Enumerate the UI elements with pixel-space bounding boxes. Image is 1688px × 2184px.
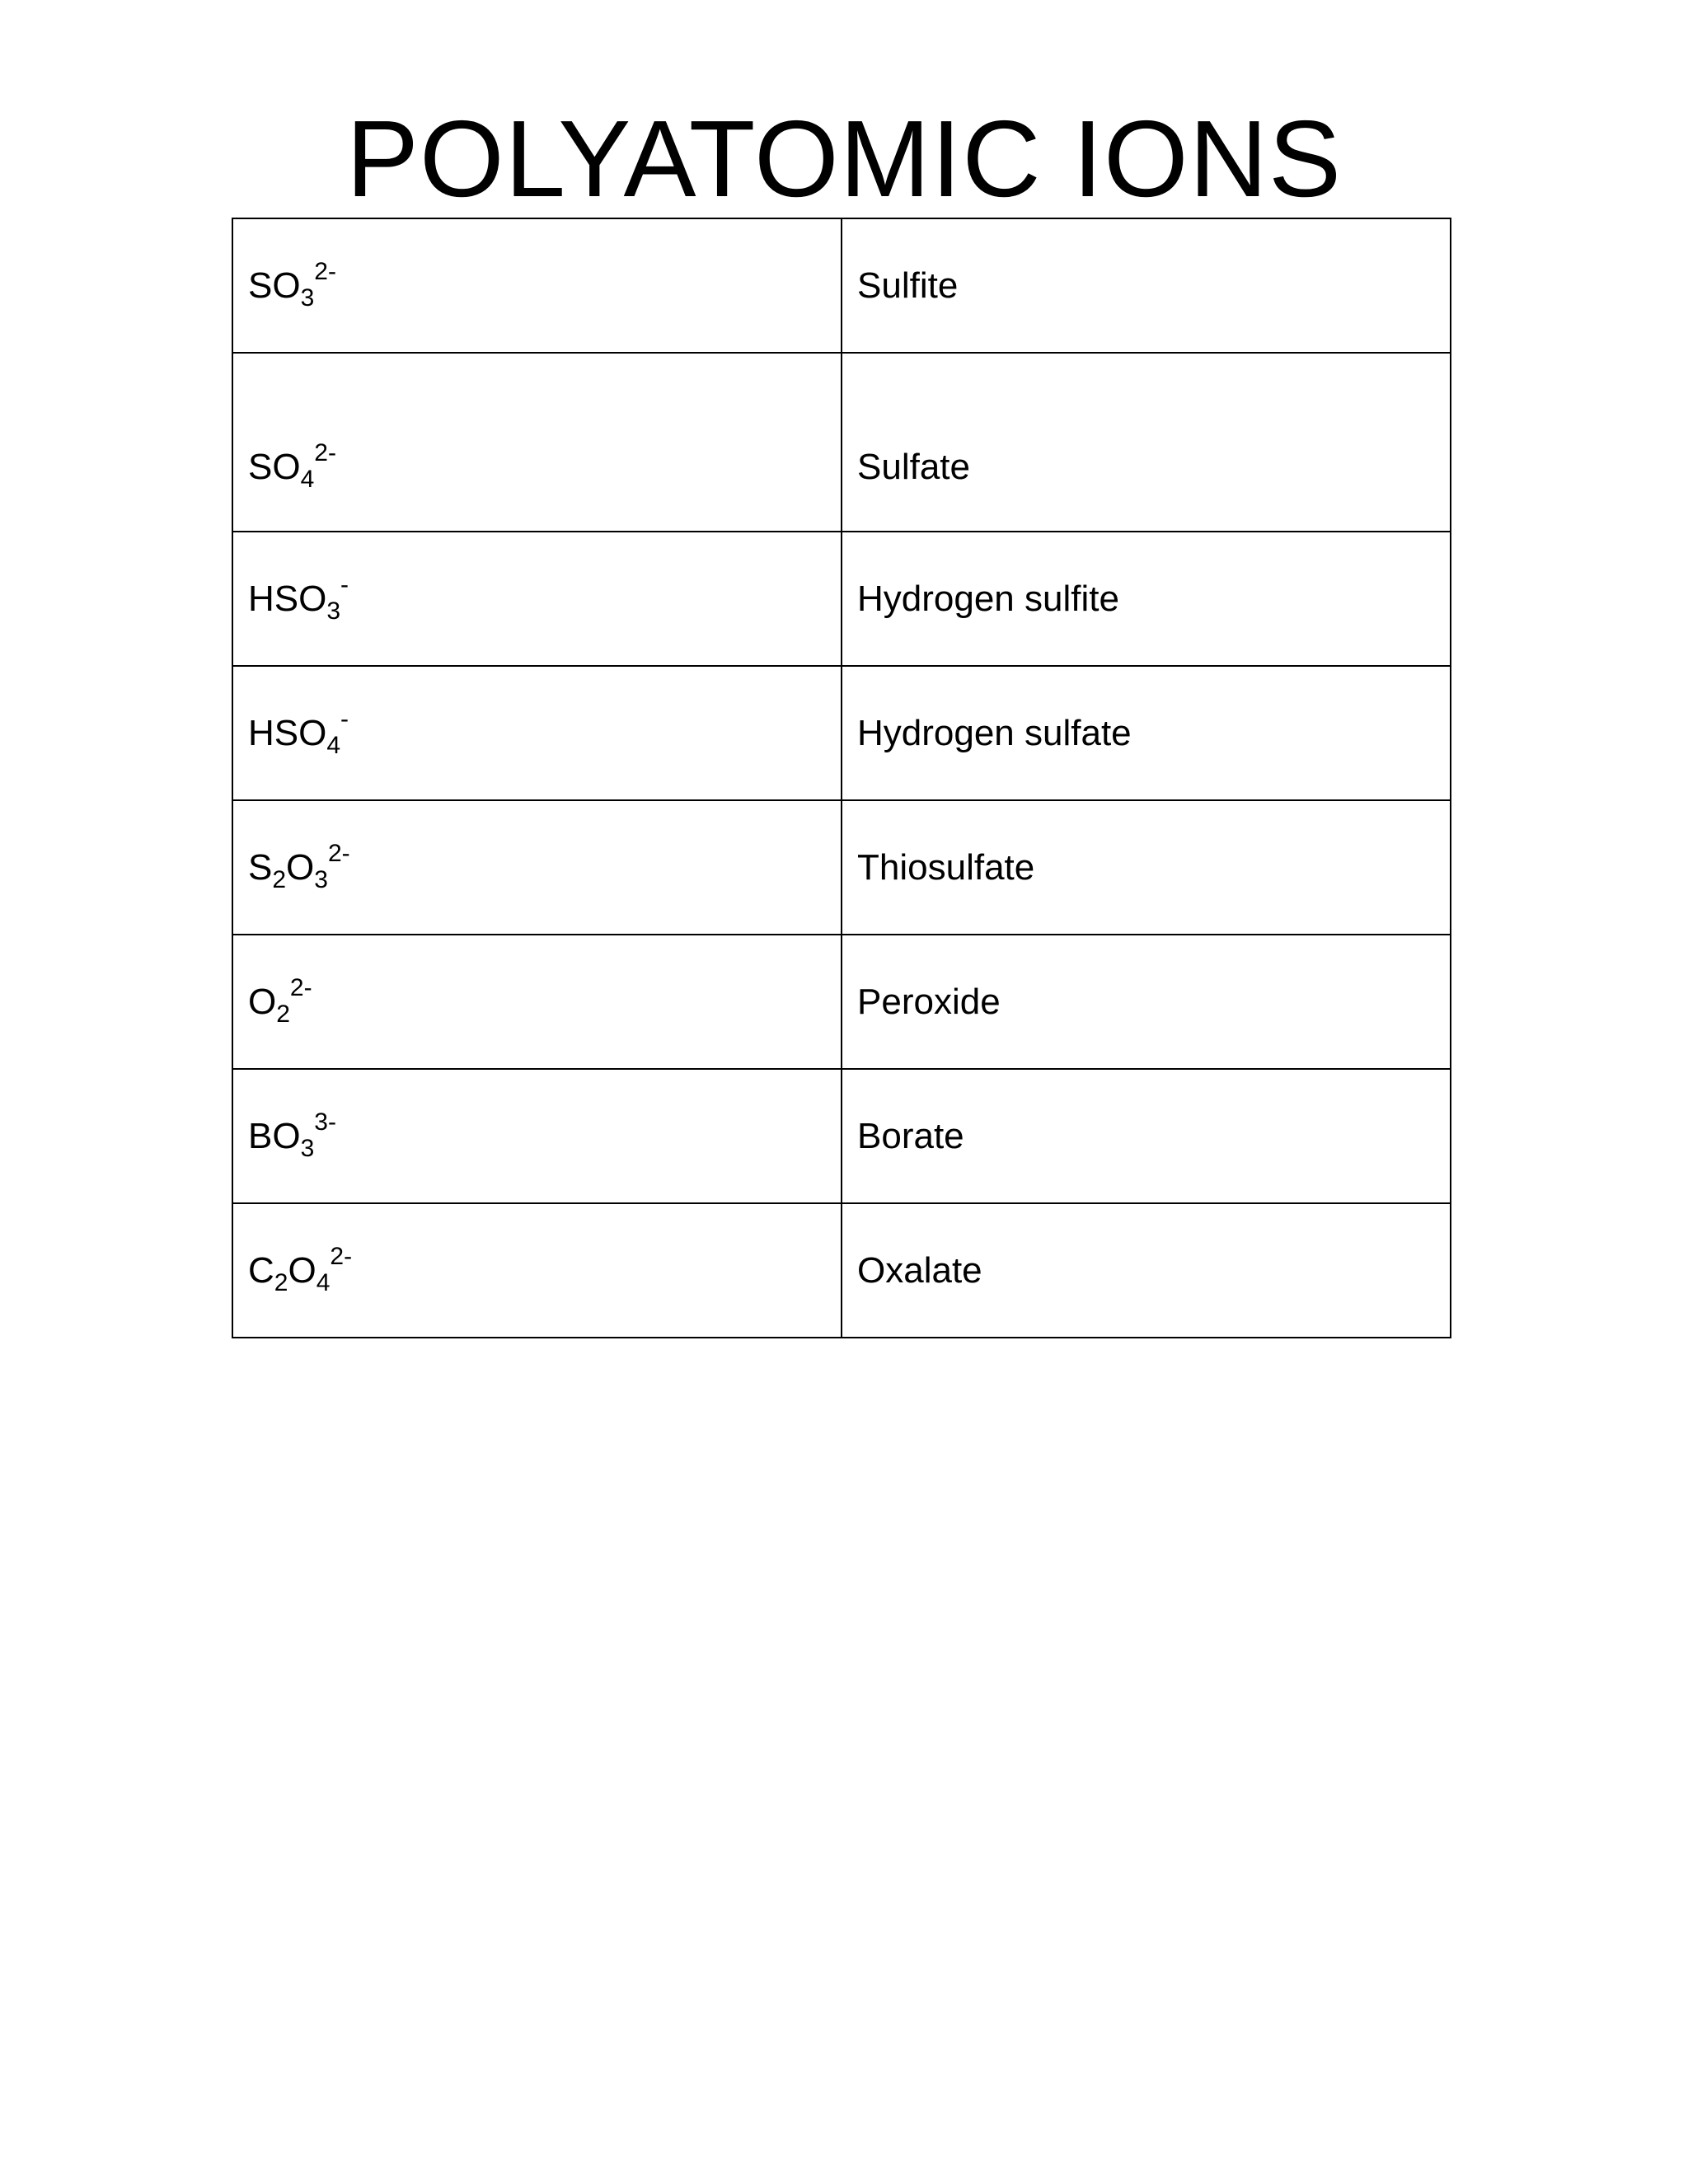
formula-charge: -: [340, 705, 349, 733]
table-row: [232, 935, 1451, 1069]
formula-subscript: 3: [314, 865, 328, 893]
formula-symbol: HSO: [248, 578, 327, 619]
ion-formula-cell: [232, 800, 842, 935]
formula-charge: 2-: [327, 839, 350, 867]
table-row: [232, 800, 1451, 935]
formula-charge: 2-: [314, 439, 336, 466]
formula-symbol: SO: [248, 447, 301, 487]
formula-charge: -: [340, 570, 349, 598]
formula-symbol: HSO: [248, 712, 327, 753]
formula-subscript: 2: [276, 1000, 290, 1028]
ion-name-cell: Thiosulfate: [842, 800, 1451, 935]
ion-formula-cell: [232, 666, 842, 800]
ion-name-cell: Sulfite: [842, 218, 1451, 353]
formula-charge: 2-: [330, 1242, 353, 1270]
formula-subscript: 4: [316, 1268, 331, 1296]
ion-name-cell: Hydrogen sulfate: [842, 666, 1451, 800]
formula-symbol: O: [248, 981, 277, 1022]
ion-formula-cell: [232, 1069, 842, 1203]
ion-formula-cell: [232, 532, 842, 666]
formula-subscript: 4: [300, 466, 315, 493]
formula-symbol: O: [288, 1249, 316, 1291]
formula-subscript: 2: [274, 1268, 288, 1296]
table-row: [232, 353, 1451, 532]
formula-symbol: S: [248, 846, 273, 888]
ion-name-cell: Hydrogen sulfite: [842, 532, 1451, 666]
ion-name-cell: Oxalate: [842, 1203, 1451, 1338]
ion-table-body: [232, 218, 1451, 1338]
ion-formula-cell: [232, 935, 842, 1069]
ion-table: [232, 218, 1451, 1338]
ion-name-cell: Peroxide: [842, 935, 1451, 1069]
table-row: [232, 1069, 1451, 1203]
ion-formula-cell: [232, 218, 842, 353]
table-row: [232, 218, 1451, 353]
formula-subscript: 3: [300, 284, 315, 312]
ion-name-cell: Borate: [842, 1069, 1451, 1203]
ion-formula-cell: [232, 1203, 842, 1338]
table-row: [232, 1203, 1451, 1338]
formula-symbol: SO: [248, 265, 301, 306]
page-title: POLYATOMIC IONS: [345, 98, 1343, 219]
ion-formula-cell: [232, 353, 842, 532]
formula-symbol: BO: [248, 1115, 301, 1156]
formula-charge: 3-: [314, 1108, 336, 1136]
formula-subscript: 4: [326, 731, 341, 759]
formula-subscript: 3: [326, 597, 341, 625]
table-row: [232, 532, 1451, 666]
formula-subscript: 2: [272, 865, 287, 893]
formula-symbol: O: [286, 846, 315, 888]
formula-charge: 2-: [289, 973, 312, 1001]
formula-subscript: 3: [300, 1134, 315, 1162]
formula-charge: 2-: [314, 257, 336, 285]
table-row: [232, 666, 1451, 800]
formula-symbol: C: [248, 1249, 274, 1291]
ion-name-cell: Sulfate: [842, 353, 1451, 532]
